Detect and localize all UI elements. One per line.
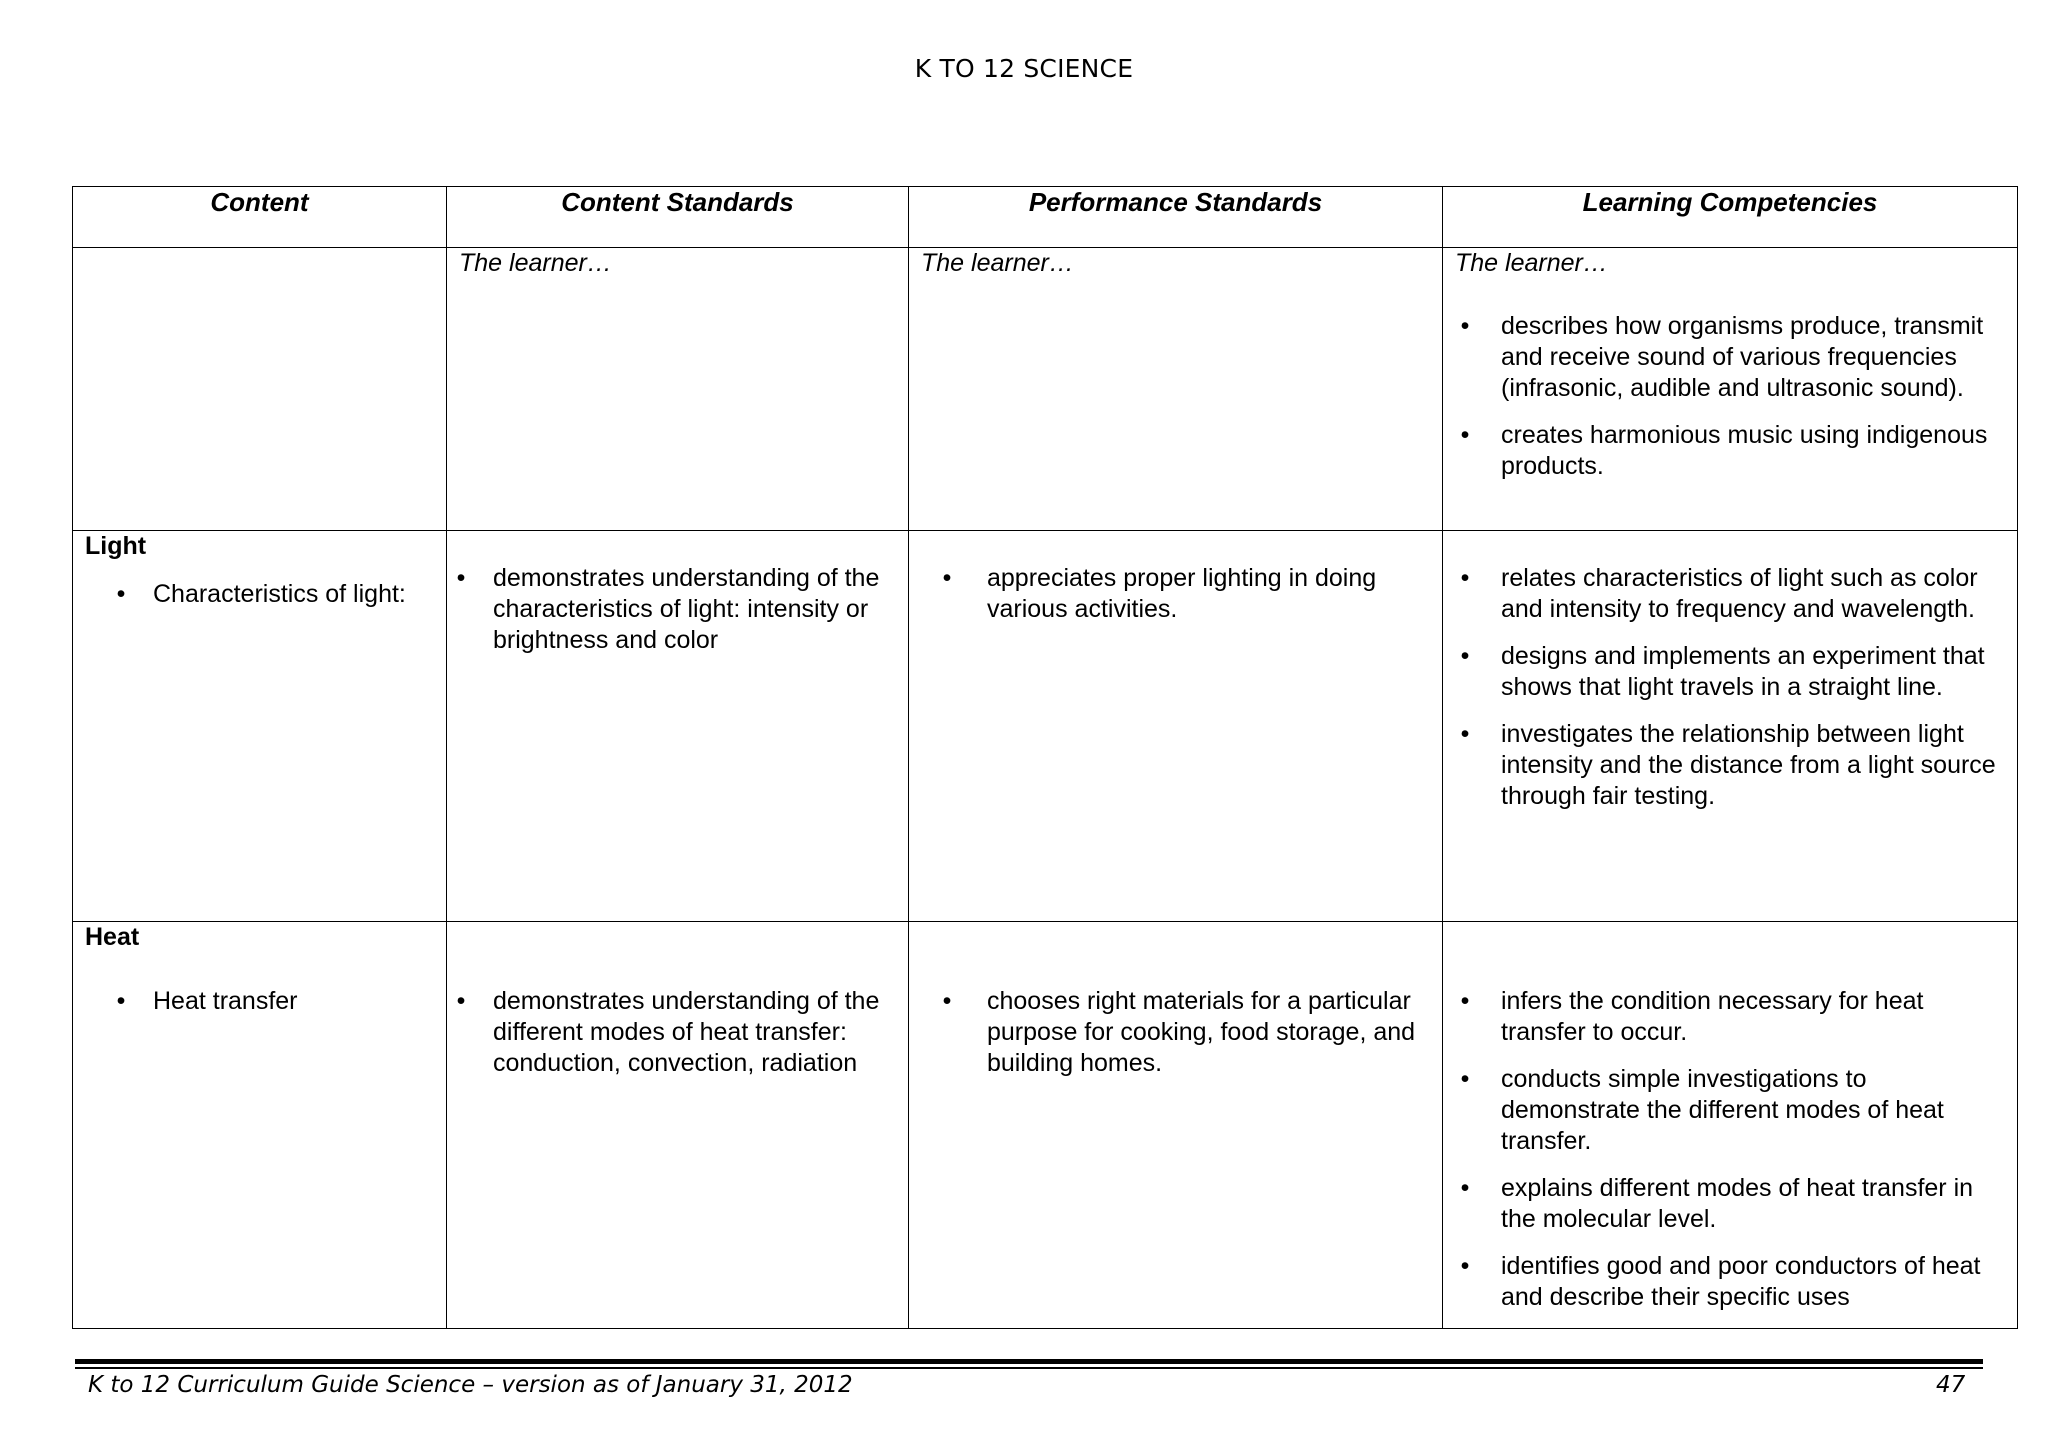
list-item: • describes how organisms produce, transmit and receive sound of various frequencies (infrasonic, audible and ultrasonic sound). bbox=[1443, 311, 2017, 404]
bullet-icon: • bbox=[116, 987, 126, 1015]
bullet-icon: • bbox=[1460, 421, 1470, 449]
content-item: • Characteristics of light: bbox=[73, 579, 446, 610]
table-row bbox=[73, 531, 2018, 922]
list-item: • chooses right materials for a particular purpose for cooking, food storage, and building homes. bbox=[909, 986, 1442, 1079]
list-item: • explains different modes of heat transfer in the molecular level. bbox=[1443, 1173, 2017, 1235]
cell-content bbox=[73, 248, 447, 531]
cell-learning-competencies bbox=[1443, 922, 2018, 1329]
bullet-icon: • bbox=[1460, 1252, 1470, 1280]
table-header-row bbox=[73, 187, 2018, 248]
learner-prefix: The learner… bbox=[921, 249, 1074, 277]
bullet-icon: • bbox=[1460, 1174, 1470, 1202]
header-performance-standards: Performance Standards bbox=[909, 187, 1443, 248]
bullet-icon: • bbox=[1460, 564, 1470, 592]
cell-learning-competencies bbox=[1443, 248, 2018, 531]
bullet-icon: • bbox=[1460, 1065, 1470, 1093]
list-item: • demonstrates understanding of the different modes of heat transfer: conduction, convection, radiation bbox=[447, 986, 908, 1079]
page-number: 47 bbox=[1936, 1372, 1966, 1398]
bullet-icon: • bbox=[1460, 312, 1470, 340]
bullet-icon: • bbox=[1460, 642, 1470, 670]
list-item: • appreciates proper lighting in doing various activities. bbox=[909, 563, 1442, 625]
list-item: • relates characteristics of light such as color and intensity to frequency and wavelength. bbox=[1443, 563, 2017, 625]
footer-version-text: K to 12 Curriculum Guide Science – version as of January 31, 2012 bbox=[88, 1372, 853, 1398]
bullet-icon: • bbox=[942, 987, 952, 1015]
footer-divider bbox=[75, 1359, 1983, 1364]
cell-learning-competencies bbox=[1443, 531, 2018, 922]
competency-list bbox=[1443, 311, 2017, 482]
header-learning-competencies: Learning Competencies bbox=[1443, 187, 2018, 248]
bullet-icon: • bbox=[116, 580, 126, 608]
competency-list bbox=[1443, 986, 2017, 1313]
learner-prefix: The learner… bbox=[459, 249, 612, 277]
list-item: • demonstrates understanding of the characteristics of light: intensity or brightness and color bbox=[447, 563, 908, 656]
learner-prefix: The learner… bbox=[1455, 249, 1608, 277]
list-item: • conducts simple investigations to demonstrate the different modes of heat transfer. bbox=[1443, 1064, 2017, 1157]
table-row bbox=[73, 248, 2018, 531]
cell-content-standards bbox=[447, 248, 909, 531]
bullet-icon: • bbox=[456, 987, 466, 1015]
list-item: • infers the condition necessary for heat transfer to occur. bbox=[1443, 986, 2017, 1048]
cell-content bbox=[73, 922, 447, 1329]
bullet-icon: • bbox=[942, 564, 952, 592]
page-header-title: K TO 12 SCIENCE bbox=[914, 54, 1134, 83]
cell-content-standards bbox=[447, 922, 909, 1329]
list-item: • designs and implements an experiment that shows that light travels in a straight line. bbox=[1443, 641, 2017, 703]
topic-title-heat: Heat bbox=[85, 923, 140, 951]
list-item: • identifies good and poor conductors of heat and describe their specific uses bbox=[1443, 1251, 2017, 1313]
footer-divider-thin bbox=[75, 1367, 1983, 1369]
content-item: • Heat transfer bbox=[73, 986, 446, 1017]
header-content-standards: Content Standards bbox=[447, 187, 909, 248]
bullet-icon: • bbox=[1460, 987, 1470, 1015]
cell-content-standards bbox=[447, 531, 909, 922]
cell-performance-standards bbox=[909, 248, 1443, 531]
curriculum-table bbox=[72, 186, 2018, 1329]
cell-content bbox=[73, 531, 447, 922]
list-item: • creates harmonious music using indigenous products. bbox=[1443, 420, 2017, 482]
cell-performance-standards bbox=[909, 531, 1443, 922]
header-content: Content bbox=[73, 187, 447, 248]
list-item: • investigates the relationship between light intensity and the distance from a light source through fair testing. bbox=[1443, 719, 2017, 812]
competency-list bbox=[1443, 563, 2017, 812]
topic-title-light: Light bbox=[85, 532, 147, 560]
bullet-icon: • bbox=[456, 564, 466, 592]
table-row bbox=[73, 922, 2018, 1329]
cell-performance-standards bbox=[909, 922, 1443, 1329]
bullet-icon: • bbox=[1460, 720, 1470, 748]
